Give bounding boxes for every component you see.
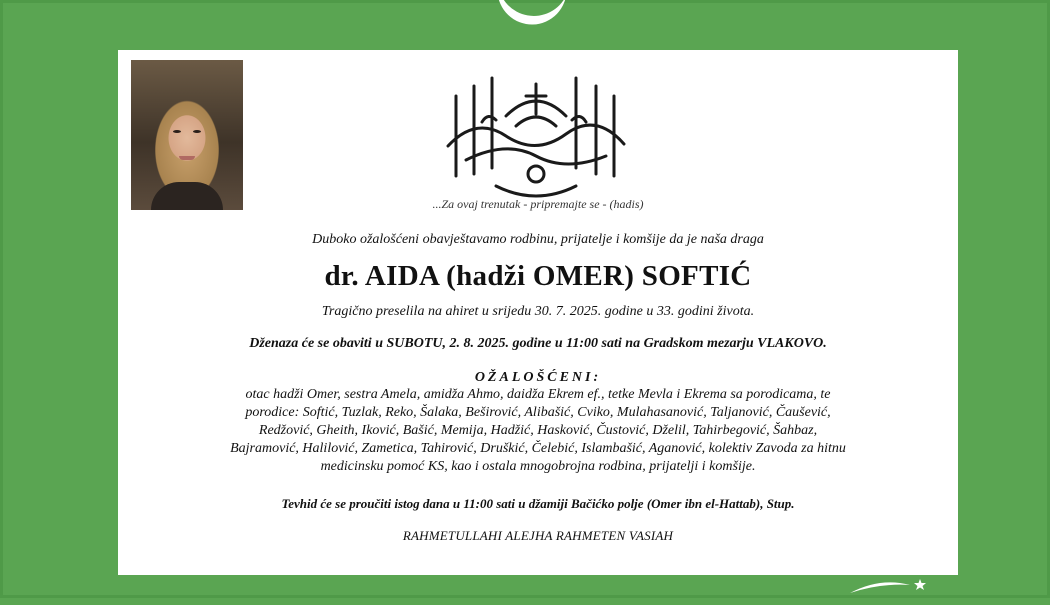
deceased-name: dr. AIDA (hadži OMER) SOFTIĆ	[324, 260, 752, 292]
photo-eye-left	[173, 130, 181, 133]
crescent-star-icon	[840, 575, 930, 605]
crescent-star-icon	[478, 0, 588, 44]
funeral-details: Dženaza će se obaviti u SUBOTU, 2. 8. 2025. godine u 11:00 sati na Gradskom mezarju VLAKOVO.	[249, 336, 827, 351]
tevhid-details: Tevhid će se proučiti istog dana u 11:00 sati u džamiji Bačićko polje (Omer ibn el-Hattab), Stup.	[281, 496, 795, 511]
mourners-line: Redžović, Gheith, Iković, Bašić, Memija, Hadžić, Hasković, Čustović, Dželil, Tahirbegović, Šahbaz,	[258, 423, 818, 438]
photo-mouth	[179, 156, 195, 160]
mourners-line: Bajramović, Halilović, Zametica, Tahirović, Druškić, Čelebić, Islambašić, Aganović, kolektiv Zavoda za hitnu	[230, 441, 846, 456]
announcement-intro: Duboko ožalošćeni obavještavamo rodbinu, prijatelje i komšije da je naša draga	[312, 232, 764, 247]
mourners-line: porodice: Softić, Tuzlak, Reko, Šalaka, Beširović, Alibašić, Cviko, Mulahasanović, Taljanović, Čaušević,	[245, 405, 831, 420]
mourners-list	[128, 386, 948, 476]
date-of-death: Tragično preselila na ahiret u srijedu 30. 7. 2025. godine u 33. godini života.	[321, 304, 755, 319]
photo-eye-right	[193, 130, 201, 133]
arabic-calligraphy-emblem	[436, 56, 636, 206]
mourners-line: medicinsku pomoć KS, kao i ostala mnogobrojna rodbina, prijatelji i komšije.	[320, 459, 756, 474]
obituary-card	[118, 50, 958, 575]
deceased-photo	[131, 60, 243, 210]
mourners-heading: OŽALOŠĆENI:	[474, 370, 602, 385]
hadith-quote: ...Za ovaj trenutak - pripremajte se - (hadis)	[432, 197, 644, 211]
closing-prayer: RAHMETULLAHI ALEJHA RAHMETEN VASIAH	[402, 528, 674, 543]
mourners-line: otac hadži Omer, sestra Amela, amidža Ahmo, daidža Ekrem ef., tetke Mevla i Ekrema sa porodicama, te	[245, 387, 831, 402]
